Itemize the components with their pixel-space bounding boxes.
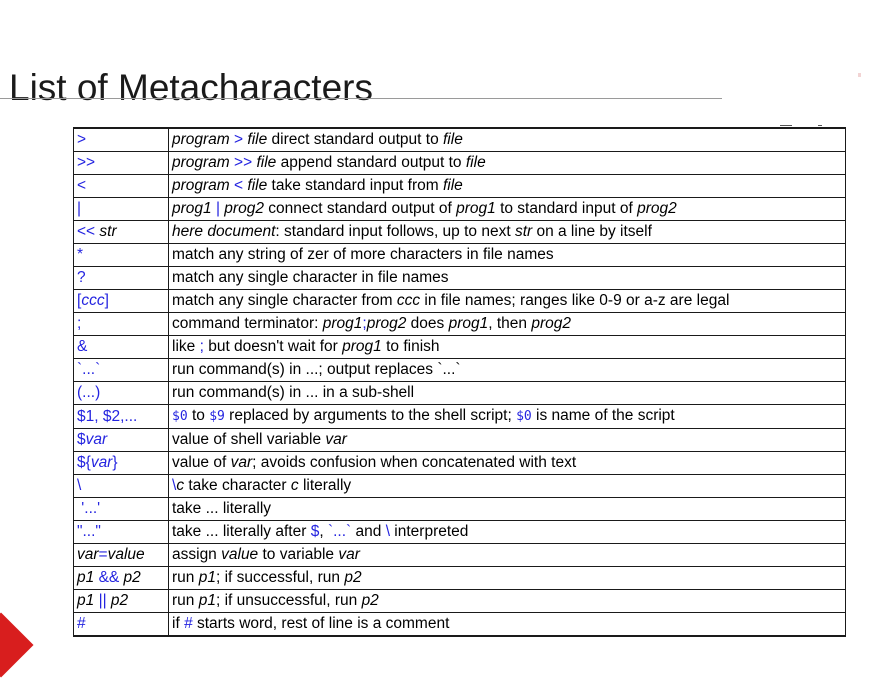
text-segment: program xyxy=(172,177,235,194)
text-segment: p2 xyxy=(106,592,129,609)
table-row xyxy=(74,267,846,290)
text-segment: var xyxy=(85,431,108,448)
text-segment: $ xyxy=(77,431,86,448)
text-segment: "..." xyxy=(77,523,101,540)
text-segment: >> xyxy=(77,154,96,171)
metacharacter-cell xyxy=(74,405,169,429)
text-segment: : standard input follows, up to next xyxy=(275,223,515,240)
text-segment: in file names; ranges like 0-9 or a-z are legal xyxy=(420,292,730,309)
text-segment: take character xyxy=(184,477,291,494)
text-segment: file xyxy=(243,131,268,148)
text-segment: append standard output to xyxy=(276,154,466,171)
red-corner-decoration xyxy=(0,612,34,677)
text-segment: p2 xyxy=(361,592,379,609)
text-segment: > xyxy=(77,131,87,148)
text-segment: < xyxy=(234,177,244,194)
text-segment: but doesn't wait for xyxy=(203,338,343,355)
text-segment: * xyxy=(77,246,84,263)
text-segment: , then xyxy=(488,315,532,332)
text-segment: prog1 xyxy=(322,315,363,332)
table-row xyxy=(74,429,846,452)
text-segment: ; xyxy=(199,338,204,355)
metacharacter-cell xyxy=(74,613,169,637)
text-segment: run xyxy=(172,592,199,609)
text-segment: prog1 xyxy=(448,315,489,332)
text-segment: var xyxy=(338,546,360,563)
text-segment: ; xyxy=(77,315,82,332)
table-row xyxy=(74,521,846,544)
text-segment: # xyxy=(77,615,86,632)
text-segment: literally xyxy=(298,477,352,494)
text-segment: match any single character from xyxy=(172,292,397,309)
description-cell xyxy=(169,244,846,267)
description-cell xyxy=(169,590,846,613)
description-cell xyxy=(169,221,846,244)
text-segment: to standard input of xyxy=(495,200,638,217)
text-segment: [ xyxy=(77,292,82,309)
text-segment: p1 xyxy=(77,592,99,609)
text-segment: match any string of zer of more characters in file names xyxy=(172,246,554,263)
text-segment: \ xyxy=(172,477,177,494)
text-segment: `...` xyxy=(327,523,352,540)
text-segment: command terminator: xyxy=(172,315,323,332)
text-segment: value xyxy=(107,546,145,563)
table-row xyxy=(74,313,846,336)
metacharacter-cell xyxy=(74,382,169,405)
text-segment: \ xyxy=(385,523,390,540)
text-segment: , xyxy=(319,523,328,540)
text-segment: prog2 xyxy=(531,315,572,332)
decorative-mark xyxy=(858,73,861,77)
text-segment: = xyxy=(98,546,108,563)
text-segment: on a line by itself xyxy=(532,223,652,240)
text-segment: $ xyxy=(310,523,320,540)
text-segment: connect standard output of xyxy=(263,200,457,217)
description-cell xyxy=(169,429,846,452)
text-segment: '...' xyxy=(77,500,101,517)
text-segment: < xyxy=(77,177,87,194)
metacharacter-cell xyxy=(74,198,169,221)
description-cell xyxy=(169,452,846,475)
text-segment: value xyxy=(221,546,259,563)
text-segment: prog2 xyxy=(366,315,407,332)
table-row xyxy=(74,590,846,613)
text-segment: take ... literally xyxy=(172,500,272,517)
text-segment: file xyxy=(243,177,268,194)
metacharacter-cell xyxy=(74,590,169,613)
table-row xyxy=(74,128,846,152)
text-segment: ; avoids confusion when concatenated with text xyxy=(252,454,577,471)
text-segment: && xyxy=(98,569,120,586)
text-segment: assign xyxy=(172,546,222,563)
metacharacter-cell xyxy=(74,567,169,590)
text-segment: match any single character in file names xyxy=(172,269,449,286)
text-segment: ] xyxy=(104,292,109,309)
metacharacter-cell xyxy=(74,267,169,290)
description-cell xyxy=(169,152,846,175)
description-cell xyxy=(169,521,846,544)
description-cell xyxy=(169,613,846,637)
text-segment: (...) xyxy=(77,384,101,401)
description-cell xyxy=(169,405,846,429)
text-segment: ccc xyxy=(396,292,421,309)
title-underline xyxy=(0,98,722,99)
table-row xyxy=(74,221,846,244)
description-cell xyxy=(169,128,846,152)
text-segment: p2 xyxy=(344,569,362,586)
text-segment: prog2 xyxy=(219,200,264,217)
table-row xyxy=(74,544,846,567)
metacharacter-cell xyxy=(74,128,169,152)
metacharacter-cell xyxy=(74,359,169,382)
metacharacter-table-body xyxy=(74,128,846,636)
metacharacter-cell xyxy=(74,175,169,198)
metacharacter-cell xyxy=(74,152,169,175)
table-row xyxy=(74,336,846,359)
description-cell xyxy=(169,336,846,359)
metacharacter-cell xyxy=(74,221,169,244)
table-row xyxy=(74,198,846,221)
text-segment: run xyxy=(172,569,199,586)
description-cell xyxy=(169,382,846,405)
description-cell xyxy=(169,498,846,521)
decorative-tick xyxy=(818,125,822,126)
text-segment: var xyxy=(77,546,99,563)
metacharacter-cell xyxy=(74,498,169,521)
table-row xyxy=(74,152,846,175)
metacharacter-cell xyxy=(74,429,169,452)
text-segment: value of xyxy=(172,454,231,471)
text-segment: >> xyxy=(234,154,253,171)
text-segment: var xyxy=(325,431,347,448)
text-segment: starts word, rest of line is a comment xyxy=(192,615,450,632)
text-segment: to xyxy=(187,407,210,424)
text-segment: | xyxy=(215,200,220,217)
text-segment: value of shell variable xyxy=(172,431,326,448)
metacharacter-cell xyxy=(74,290,169,313)
text-segment: << xyxy=(77,223,96,240)
text-segment: > xyxy=(234,131,244,148)
metacharacter-cell xyxy=(74,244,169,267)
table-row xyxy=(74,359,846,382)
metacharacter-cell xyxy=(74,521,169,544)
description-cell xyxy=(169,313,846,336)
table-row xyxy=(74,290,846,313)
text-segment: p1 xyxy=(198,569,216,586)
text-segment: prog1 xyxy=(456,200,496,217)
text-segment: | xyxy=(77,200,82,217)
text-segment: to variable xyxy=(258,546,339,563)
text-segment: ; xyxy=(362,315,367,332)
text-segment: str xyxy=(95,223,117,240)
text-segment: if xyxy=(172,615,185,632)
text-segment: and xyxy=(351,523,386,540)
table-row xyxy=(74,175,846,198)
text-segment: run command(s) in ...; output replaces `...` xyxy=(172,361,461,378)
text-segment: c xyxy=(176,477,185,494)
text-segment: p2 xyxy=(119,569,141,586)
text-segment: || xyxy=(98,592,107,609)
text-segment: file xyxy=(465,154,486,171)
table-row xyxy=(74,475,846,498)
metacharacter-cell xyxy=(74,452,169,475)
text-segment: ? xyxy=(77,269,86,286)
table-row xyxy=(74,382,846,405)
text-segment: replaced by arguments to the shell script; xyxy=(224,407,517,424)
text-segment: like xyxy=(172,338,200,355)
metacharacter-table xyxy=(73,127,846,637)
text-segment: to finish xyxy=(381,338,440,355)
text-segment: run command(s) in ... in a sub-shell xyxy=(172,384,415,401)
text-segment: } xyxy=(112,454,118,471)
decorative-tick xyxy=(780,125,792,126)
text-segment: $1, $2,... xyxy=(77,407,138,425)
description-cell xyxy=(169,359,846,382)
text-segment: program xyxy=(172,154,235,171)
text-segment: $0 xyxy=(172,409,188,424)
text-segment: ; if successful, run xyxy=(215,569,345,586)
table-row xyxy=(74,567,846,590)
description-cell xyxy=(169,567,846,590)
text-segment: file xyxy=(442,177,463,194)
text-segment: var xyxy=(90,454,113,471)
text-segment: ccc xyxy=(81,292,105,309)
table-row xyxy=(74,405,846,429)
text-segment: interpreted xyxy=(390,523,469,540)
text-segment: # xyxy=(184,615,193,632)
text-segment: c xyxy=(290,477,299,494)
metacharacter-cell xyxy=(74,313,169,336)
description-cell xyxy=(169,544,846,567)
metacharacter-cell xyxy=(74,336,169,359)
text-segment: file xyxy=(252,154,277,171)
text-segment: \ xyxy=(77,477,82,494)
text-segment: here document xyxy=(172,223,276,240)
text-segment: & xyxy=(77,338,88,355)
text-segment: prog1 xyxy=(342,338,382,355)
description-cell xyxy=(169,475,846,498)
text-segment: p1 xyxy=(77,569,99,586)
text-segment: ${ xyxy=(77,454,91,471)
text-segment: is name of the script xyxy=(531,407,675,424)
text-segment: prog2 xyxy=(637,200,677,217)
description-cell xyxy=(169,198,846,221)
text-segment: $0 xyxy=(516,409,532,424)
description-cell xyxy=(169,267,846,290)
description-cell xyxy=(169,290,846,313)
table-row xyxy=(74,244,846,267)
text-segment: var xyxy=(230,454,253,471)
text-segment: str xyxy=(514,223,533,240)
text-segment: take ... literally after xyxy=(172,523,311,540)
text-segment: prog1 xyxy=(172,200,216,217)
text-segment: `...` xyxy=(77,361,101,378)
text-segment: take standard input from xyxy=(267,177,443,194)
text-segment: $9 xyxy=(209,409,225,424)
description-cell xyxy=(169,175,846,198)
slide-title: List of Metacharacters xyxy=(9,67,373,108)
text-segment: p1 xyxy=(198,592,216,609)
metacharacter-cell xyxy=(74,475,169,498)
metacharacter-cell xyxy=(74,544,169,567)
table-row xyxy=(74,452,846,475)
table-row xyxy=(74,613,846,637)
text-segment: ; if unsuccessful, run xyxy=(215,592,362,609)
text-segment: does xyxy=(406,315,449,332)
text-segment: direct standard output to xyxy=(267,131,443,148)
text-segment: program xyxy=(172,131,235,148)
text-segment: file xyxy=(443,131,463,148)
table-row xyxy=(74,498,846,521)
